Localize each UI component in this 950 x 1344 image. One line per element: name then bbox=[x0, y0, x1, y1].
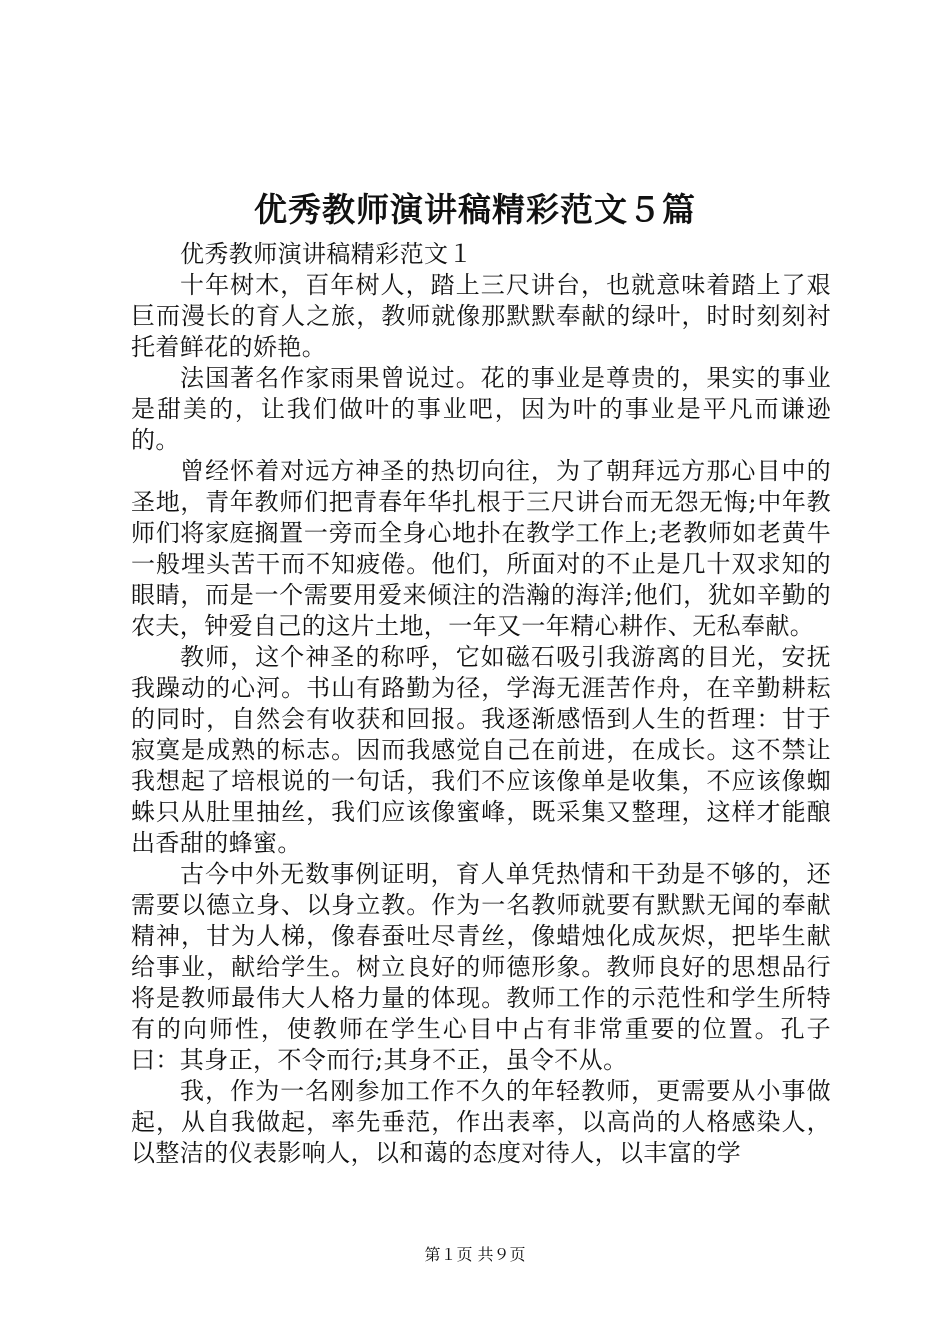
page-title: 优秀教师演讲稿精彩范文５篇 bbox=[254, 190, 696, 229]
paragraph: 法国著名作家雨果曾说过。花的事业是尊贵的，果实的事业是甜美的，让我们做叶的事业吧，因为叶的事业是平凡而谦逊的。 bbox=[131, 364, 831, 454]
paragraph: 教师，这个神圣的称呼，它如磁石吸引我游离的目光，安抚我躁动的心河。书山有路勤为径，学海无涯苦作舟，在辛勤耕耘的同时，自然会有收获和回报。我逐渐感悟到人生的哲理：甘于寂寞是成熟的标志。因而我感觉自己在前进，在成长。这不禁让我想起了培根说的一句话，我们不应该像单是收集，不应该像蜘蛛只从肚里抽丝，我们应该像蜜峰，既采集又整理，这样才能酿出香甜的蜂蜜。 bbox=[131, 643, 831, 857]
paragraph: 我，作为一名刚参加工作不久的年轻教师，更需要从小事做起，从自我做起，率先垂范，作出表率，以高尚的人格感染人，以整洁的仪表影响人，以和蔼的态度对待人，以丰富的学 bbox=[131, 1077, 831, 1167]
page-number-footer: 第１页 共９页 bbox=[424, 1245, 526, 1264]
section-heading: 优秀教师演讲稿精彩范文１ bbox=[180, 240, 473, 268]
document-body bbox=[131, 239, 831, 1169]
paragraph: 古今中外无数事例证明，育人单凭热情和干劲是不够的，还需要以德立身、以身立教。作为一名教师就要有默默无闻的奉献精神，甘为人梯，像春蚕吐尽青丝，像蜡烛化成灰烬，把毕生献给事业，献给学生。树立良好的师德形象。教师良好的思想品行将是教师最伟大人格力量的体现。教师工作的示范性和学生所特有的向师性，使教师在学生心目中占有非常重要的位置。孔子曰：其身正，不令而行;其身不正，虽令不从。 bbox=[131, 860, 831, 1074]
paragraph: 曾经怀着对远方神圣的热切向往，为了朝拜远方那心目中的圣地，青年教师们把青春年华扎根于三尺讲台而无怨无悔;中年教师们将家庭搁置一旁而全身心地扑在教学工作上;老教师如老黄牛一般埋头苦干而不知疲倦。他们，所面对的不止是几十双求知的眼睛，而是一个需要用爱来倾注的浩瀚的海洋;他们，犹如辛勤的农夫，钟爱自己的这片土地，一年又一年精心耕作、无私奉献。 bbox=[131, 457, 831, 640]
paragraph: 十年树木，百年树人，踏上三尺讲台，也就意味着踏上了艰巨而漫长的育人之旅，教师就像那默默奉献的绿叶，时时刻刻衬托着鲜花的娇艳。 bbox=[131, 271, 831, 361]
